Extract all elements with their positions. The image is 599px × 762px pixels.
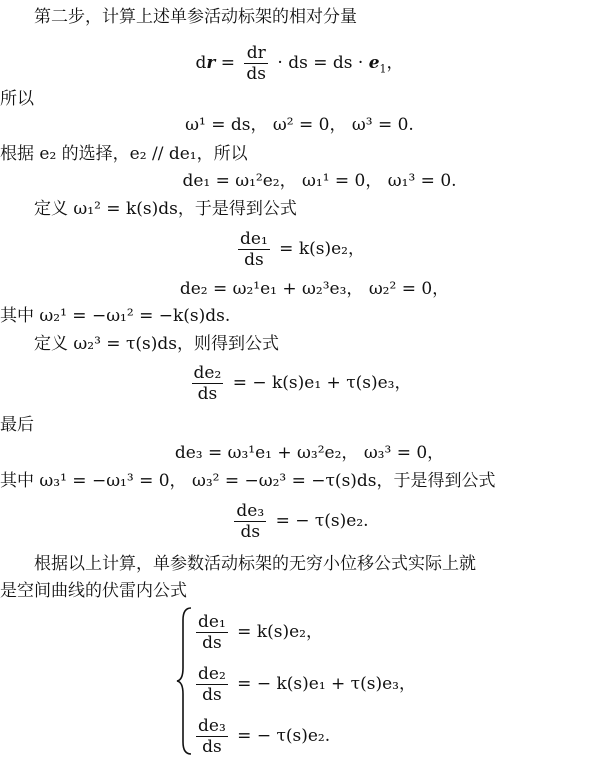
choice-e2-paragraph: 根据 e₂ 的选择，e₂ // de₁，所以 <box>0 144 248 164</box>
de2-equation: de₂ = ω₂¹e₁ + ω₂³e₃， ω₂² = 0， <box>179 279 450 299</box>
de1-equation: de₁ = ω₁²e₂， ω₁¹ = 0， ω₁³ = 0. <box>182 171 457 191</box>
define-tau-paragraph: 定义 ω₂³ = τ(s)ds，则得到公式 <box>34 334 279 354</box>
step-two-paragraph: 第二步，计算上述单参活动标架的相对分量 <box>34 7 357 27</box>
de3-equation: de₃ = ω₃¹e₁ + ω₃²e₂， ω₃³ = 0， <box>174 443 445 463</box>
frenet-formula-2: $\frac{\text{de₂}}{ds}$ = − k(s)e₁ + τ(s)e₃， <box>198 664 416 705</box>
frenet-formula-3: $\frac{\text{de₃}}{ds}$ = − τ(s)e₂. <box>198 716 331 757</box>
omega-equation: ω¹ = ds， ω² = 0， ω³ = 0. <box>185 115 414 135</box>
dr-ds-fraction: $\frac{dr}{ds}$ <box>246 43 266 84</box>
conclusion-paragraph-line-2: 是空间曲线的伏雷内公式 <box>0 581 187 601</box>
de3-ds-fraction: $\frac{\text{de₃}}{ds}$ <box>236 501 265 542</box>
where-omega31-text: 其中 ω₃¹ = −ω₁³ = 0， ω₃² = −ω₂³ = −τ(s)ds，于是得到公式 <box>0 471 496 491</box>
de2-ds-fraction: $\frac{\text{de₂}}{ds}$ <box>193 363 222 404</box>
relative-component-equation: dr = $\frac{dr}{ds}$ · ds = ds · $e_1$， <box>195 43 404 84</box>
define-k-paragraph: 定义 ω₁² = k(s)ds，于是得到公式 <box>34 199 297 219</box>
de2-ds-formula: $\frac{\text{de₂}}{ds}$ = − k(s)e₁ + τ(s)e₃， <box>193 363 412 404</box>
therefore-text-1: 所以 <box>0 89 34 109</box>
frenet-formula-1: $\frac{\text{de₁}}{ds}$ = k(s)e₂， <box>198 612 323 653</box>
finally-text: 最后 <box>0 415 34 435</box>
where-omega21-text: 其中 ω₂¹ = −ω₁² = −k(s)ds. <box>0 306 231 326</box>
conclusion-paragraph-line-1: 根据以上计算，单参数活动标架的无穷小位移公式实际上就 <box>34 554 476 574</box>
de1-ds-fraction: $\frac{\text{de₁}}{ds}$ <box>240 229 268 270</box>
de1-ds-formula: $\frac{\text{de₁}}{ds}$ = k(s)e₂， <box>240 229 365 270</box>
de3-ds-formula: $\frac{\text{de₃}}{ds}$ = − τ(s)e₂. <box>236 501 369 542</box>
